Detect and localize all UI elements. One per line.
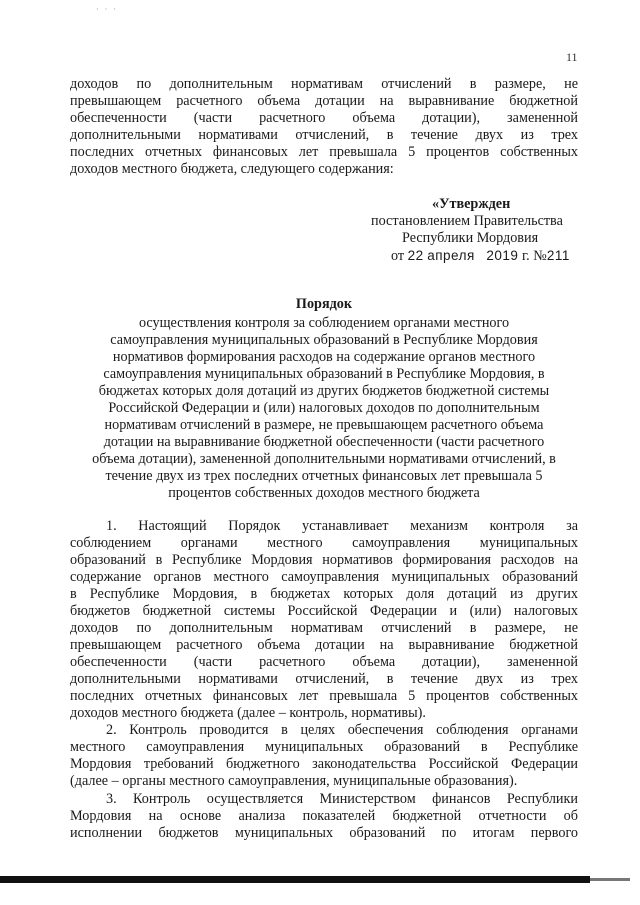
intro-line: последних отчетных финансовых лет превышала 5 процентов собственных [70, 144, 578, 160]
subtitle-line: осуществления контроля за соблюдением органами местного [138, 315, 510, 331]
subtitle-line: объема дотации), замененной дополнительными нормативами отчислений, в [92, 451, 556, 467]
approval-line: постановлением Правительства [371, 213, 563, 229]
intro-line: обеспеченности (части расчетного объема дотации), замененной [70, 110, 578, 126]
approval-line: Республики Мордовия [402, 230, 539, 246]
approval-year-suffix: г. № [521, 248, 547, 264]
subtitle-line: нормативам отчислений в размере, не превышающем расчетного объема [104, 417, 544, 433]
paragraph-1-line: соблюдением органами местного самоуправления муниципальных [70, 535, 578, 551]
approval-number: 211 [546, 248, 570, 263]
approval-month: апреля [427, 248, 475, 263]
paragraph-1-line: дополнительными нормативами отчислений, в течение двух из трех [70, 671, 578, 687]
scan-edge-band [0, 876, 590, 883]
paragraph-1-line: последних отчетных финансовых лет превышала 5 процентов собственных [70, 688, 578, 704]
subtitle-line: процентов собственных доходов местного бюджета [168, 485, 480, 501]
paragraph-2-line: местного самоуправления муниципальных образований в Республике [70, 739, 578, 755]
paragraph-2-line: Мордовия требований бюджетного законодательства Российской Федерации [70, 756, 578, 772]
intro-line: дополнительными нормативами отчислений, в течение двух из трех [70, 127, 578, 143]
paragraph-1-line: бюджетов бюджетной системы Российской Федерации и (или) налоговых [70, 603, 578, 619]
paragraph-1-line: превышающем расчетного объема дотации на выравнивание бюджетной [70, 637, 578, 653]
subtitle-line: дотации на выравнивание бюджетной обеспеченности (части расчетного [103, 434, 545, 450]
subtitle-line: самоуправления муниципальных образований в Республике Мордовия [110, 332, 538, 348]
document-title: Порядок [295, 296, 353, 312]
approval-date-prefix: от [391, 248, 405, 264]
paragraph-1-line: содержание органов местного самоуправления муниципальных образований [70, 569, 578, 585]
subtitle-line: бюджетах которых доля дотаций из других бюджетов бюджетной системы [98, 383, 550, 399]
intro-line: доходов по дополнительным нормативам отчислений в размере, не [70, 76, 578, 92]
paragraph-1-line: 1. Настоящий Порядок устанавливает механизм контроля за [106, 518, 578, 534]
paragraph-1-line: в Республике Мордовия, в бюджетах которых доля дотаций из других [70, 586, 578, 602]
approval-day: 22 [407, 248, 424, 263]
paragraph-2-line: 2. Контроль проводится в целях обеспечения соблюдения органами [106, 722, 578, 738]
subtitle-line: нормативов формирования расходов на содержание органов местного [112, 349, 536, 365]
paragraph-1-line: доходов по дополнительным нормативам отчислений в размере, не [70, 620, 578, 636]
subtitle-line: течение двух из трех последних отчетных финансовых лет превышала 5 [105, 468, 543, 484]
paragraph-3-line: 3. Контроль осуществляется Министерством финансов Республики [106, 791, 578, 807]
approval-year: 2019 [486, 248, 519, 263]
scan-marks: · · · [96, 5, 118, 14]
scan-edge-fade [590, 878, 630, 881]
approval-heading: «Утвержден [432, 196, 511, 212]
subtitle-line: самоуправления муниципальных образований в Республике Мордовия, в [103, 366, 545, 382]
paragraph-1-line: образований в Республике Мордовия нормативов формирования расходов на [70, 552, 578, 568]
paragraph-3-line: исполнении бюджетов муниципальных образований по итогам первого [70, 825, 578, 841]
paragraph-3-line: Мордовия на основе анализа показателей бюджетной отчетности об [70, 808, 578, 824]
approval-date [391, 247, 570, 265]
page-number: 11 [566, 50, 578, 64]
paragraph-2-line: (далее – органы местного самоуправления, муниципальные образования). [70, 773, 518, 789]
paragraph-1-line: доходов местного бюджета (далее – контроль, нормативы). [70, 705, 426, 721]
intro-line: превышающем расчетного объема дотации на выравнивание бюджетной [70, 93, 578, 109]
intro-line: доходов местного бюджета, следующего содержания: [70, 161, 394, 177]
subtitle-line: Российской Федерации и (или) налоговых доходов по дополнительным [108, 400, 540, 416]
paragraph-1-line: обеспеченности (части расчетного объема дотации), замененной [70, 654, 578, 670]
